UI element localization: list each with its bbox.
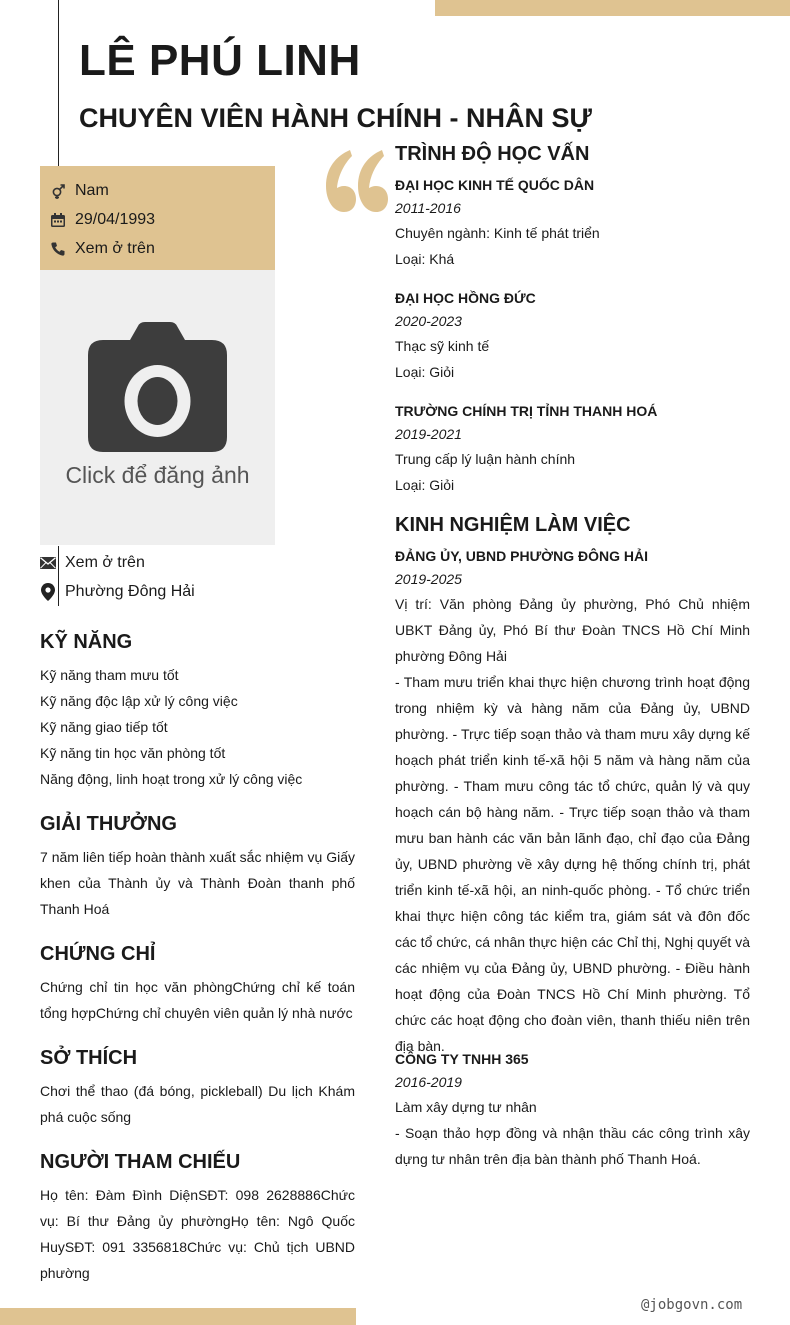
experience-period: 2016-2019 [395,1074,462,1090]
experience-description: - Tham mưu triển khai thực hiện chương trình hoạt động trong nhiệm kỳ và hàng năm của Đảng ủy, UBND phường. - Trực tiếp soạn thảo và tham mưu xây dựng kế hoạch phát triển kinh tế-xã hội 5 năm và hàng năm của phường. - Tham mưu công tác tổ chức, quản lý và quy hoạch cán bộ hàng năm. - Trực tiếp soạn thảo và tham mưu ban hành các văn bản lãnh đạo, chỉ đạo của Đảng ủy, UBND phường về xây dựng hệ thống chính trị, phát triển kinh tế-xã hội, an ninh-quốc phòng. - Tổ chức triển khai thực hiện công tác kiểm tra, giám sát và đôn đốc các tổ chức, cá nhân thực hiện các Chỉ thị, Nghị quyết và các nhiệm vụ của Đảng ủy, UBND phường. - Điều hành hoạt động của Đoàn TNCS Hồ Chí Minh phường. Tổ chức các hoạt động cho đoàn viên, thanh thiếu niên trên địa bàn. [395,674,750,1054]
location-icon [40,584,56,600]
skill-item: Kỹ năng giao tiếp tốt [40,719,168,735]
email-value: Xem ở trên [65,554,145,571]
experience-period: 2019-2025 [395,571,462,587]
education-school: ĐẠI HỌC HỒNG ĐỨC [395,290,536,306]
references-text: Họ tên: Đàm Đình DiệnSĐT: 098 2628886Chức vụ: Bí thư Đảng ủy phườngHọ tên: Ngô Quốc HuySĐT: 091 3356818Chức vụ: Chủ tịch UBND phường [40,1187,355,1281]
education-detail: Trung cấp lý luận hành chính [395,451,576,467]
certificates-text: Chứng chỉ tin học văn phòngChứng chỉ kế toán tổng hợpChứng chỉ chuyên viên quản lý nhà nước [40,979,355,1021]
certificates-title: CHỨNG CHỈ [40,943,156,965]
phone-value: Xem ở trên [75,240,155,257]
skill-item: Kỹ năng tin học văn phòng tốt [40,745,226,761]
education-detail: Chuyên ngành: Kinh tế phát triển [395,225,600,241]
birthdate-value: 29/04/1993 [75,211,156,228]
education-period: 2011-2016 [395,200,461,216]
education-title: TRÌNH ĐỘ HỌC VẤN [395,143,590,165]
header-divider-line [58,0,59,166]
education-grade: Loại: Giỏi [395,477,455,493]
experience-title: KINH NGHIỆM LÀM VIỆC [395,514,631,536]
awards-text: 7 năm liên tiếp hoàn thành xuất sắc nhiệm vụ Giấy khen của Thành ủy và Thành Đoàn thanh phố Thanh Hoá [40,849,355,917]
gender-value: Nam [75,182,109,199]
address-value: Phường Đông Hải [65,583,195,600]
mail-icon [40,555,56,571]
camera-icon [88,322,227,452]
awards-title: GIẢI THƯỞNG [40,813,177,835]
experience-position: Làm xây dựng tư nhân [395,1099,537,1115]
skill-item: Kỹ năng tham mưu tốt [40,667,179,683]
candidate-name: LÊ PHÚ LINH [79,36,361,85]
email-row [40,552,145,574]
experience-company: ĐẢNG ỦY, UBND PHƯỜNG ĐÔNG HẢI [395,548,649,564]
gender-icon [50,183,66,199]
education-grade: Loại: Khá [395,251,455,267]
education-grade: Loại: Giỏi [395,364,455,380]
job-title: CHUYÊN VIÊN HÀNH CHÍNH - NHÂN SỰ [79,103,592,133]
footer-watermark: @jobgovn.com [641,1297,743,1313]
education-period: 2019-2021 [395,426,462,442]
birthdate-row [50,209,155,231]
gender-row [50,180,109,202]
calendar-icon [50,212,66,228]
skills-title: KỸ NĂNG [40,631,133,653]
skill-item: Kỹ năng độc lập xử lý công việc [40,693,238,709]
photo-upload-caption: Click để đăng ảnh [65,462,250,488]
education-school: ĐẠI HỌC KINH TẾ QUỐC DÂN [395,177,595,193]
quote-mark-icon [322,148,388,219]
references-title: NGƯỜI THAM CHIẾU [40,1151,241,1173]
education-period: 2020-2023 [395,313,462,329]
education-detail: Thạc sỹ kinh tế [395,338,490,354]
skills-list [40,662,355,792]
experience-position: Vị trí: Văn phòng Đảng ủy phường, Phó Chủ nhiệm UBKT Đảng ủy, Phó Bí thư Đoàn TNCS Hồ Chí Minh phường Đông Hải [395,596,750,664]
top-accent-bar [435,0,790,16]
personal-info-box [40,166,275,270]
hobbies-text: Chơi thể thao (đá bóng, pickleball) Du lịch Khám phá cuộc sống [40,1083,355,1125]
experience-description: - Soạn thảo hợp đồng và nhận thầu các công trình xây dựng tư nhân trên địa bàn thành phố Thanh Hoá. [395,1125,750,1167]
hobbies-title: SỞ THÍCH [40,1047,138,1069]
phone-icon [50,241,66,257]
experience-company: CÔNG TY TNHH 365 [395,1051,529,1067]
skill-item: Năng động, linh hoạt trong xử lý công việc [40,771,303,787]
phone-row [50,238,155,260]
education-school: TRƯỜNG CHÍNH TRỊ TỈNH THANH HOÁ [395,403,658,419]
profile-photo-upload[interactable] [40,270,275,545]
address-row [40,581,195,603]
bottom-accent-bar [0,1308,356,1325]
